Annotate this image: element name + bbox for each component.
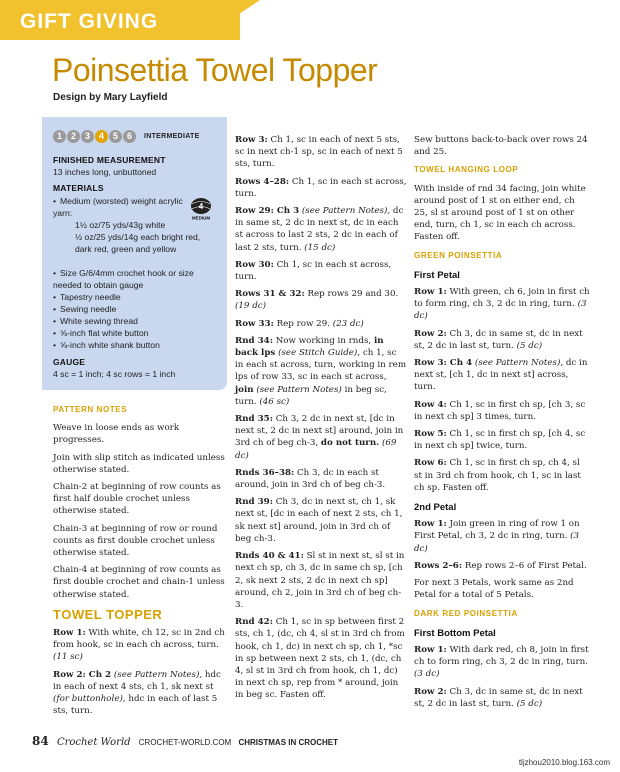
instruction-row: Rnd 42: Ch 1, sc in sp between first 2 sts, ch 1, (dc, ch 4, sl st in 3rd ch from hook, ch 1, dc) in next ch sp, ch 1, *sc in sp between next 2 sts, ch 1, (dc, ch 4, sl st in 3rd ch from hook, ch 1, dc) in next ch sp, rep from * around, join in beg sc. Fasten off.	[235, 617, 405, 701]
pattern-note: Chain-2 at beginning of row counts as first half double crochet unless otherwise stated.	[53, 482, 221, 517]
skill-level-label: INTERMEDIATE	[144, 133, 200, 140]
skill-level-dot: 6	[123, 130, 136, 143]
pattern-notes-heading: PATTERN NOTES	[53, 405, 128, 414]
towel-topper-heading: TOWEL TOPPER	[53, 606, 163, 622]
instruction-row: Rows 4–28: Ch 1, sc in each st across, turn.	[235, 176, 407, 199]
instruction-row: Rnds 40 & 41: Sl st in next st, sl st in next ch sp, ch 3, dc in same ch sp, [ch 2, sk next 2 sts, 2 dc in next ch sp] around, ch 2, join in 3rd ch of beg ch-3.	[235, 551, 405, 610]
instruction-row: Rnd 35: Ch 3, 2 dc in next st, [dc in next st, 2 dc in next st] around, join in 3rd ch of beg ch-3, do not turn. (69 dc)	[235, 414, 404, 461]
yarn-weight-icon	[190, 197, 212, 221]
materials-item-thread: • White sewing thread	[53, 316, 138, 326]
finished-measurement-heading: FINISHED MEASUREMENT	[53, 155, 166, 165]
skill-level-dot: 2	[67, 130, 80, 143]
instruction-row: Row 3: Ch 4 (see Pattern Notes), dc in next st, [ch 1, dc in next st] across, turn.	[414, 358, 588, 393]
watermark-text: tljzhou2010.blog.163.com	[518, 758, 610, 767]
instruction-row: Row 1: With dark red, ch 8, join in first ch to form ring, ch 3, 2 dc in ring, turn. (3 dc)	[414, 644, 589, 680]
materials-item-tapestry-needle: • Tapestry needle	[53, 292, 121, 302]
first-bottom-petal-heading: First Bottom Petal	[414, 627, 496, 639]
instruction-row: Row 1: With green, ch 6, join in first ch to form ring, ch 3, 2 dc in ring, turn. (3 dc)	[414, 287, 590, 322]
section-banner-tip	[200, 0, 260, 40]
instruction-row: Row 3: Ch 1, sc in each of next 5 sts, sc in next ch-1 sp, sc in each of next 5 sts, turn.	[235, 135, 403, 170]
second-petal-heading: 2nd Petal	[414, 502, 457, 514]
skill-level-dot: 3	[81, 130, 94, 143]
materials-item-shank-button: • ⅝-inch white shank button	[53, 340, 160, 350]
instruction-row: Row 4: Ch 1, sc in first ch sp, [ch 3, sc in next ch sp] 3 times, turn.	[414, 399, 586, 422]
next-petals-text: For next 3 Petals, work same as 2nd Petal for a total of 5 Petals.	[414, 578, 574, 601]
green-poinsettia-heading: GREEN POINSETTIA	[414, 250, 503, 260]
instruction-row: Row 2: Ch 2 (see Pattern Notes), hdc in each of next 4 sts, ch 1, sk next st (for buttonhole), hdc in each of last 5 sts, turn.	[53, 669, 221, 717]
materials-item-hook: • Size G/6/4mm crochet hook or size needed to obtain gauge	[53, 268, 194, 291]
instruction-row: Row 33: Rep row 29. (23 dc)	[235, 318, 364, 329]
materials-item-flat-button: • ⅝-inch flat white button	[53, 328, 149, 338]
pattern-note: Chain-3 at beginning of row or round counts as first double crochet unless otherwise stated.	[53, 523, 218, 559]
instruction-row: Row 1: Join green in ring of row 1 on First Petal, ch 3, 2 dc in ring, turn. (3 dc)	[414, 519, 580, 554]
column-middle	[235, 134, 407, 707]
instruction-row: Row 2: Ch 3, dc in same st, dc in next st, 2 dc in last st, turn. (5 dc)	[414, 328, 583, 351]
page-footer	[32, 734, 338, 748]
gauge-text: 4 sc = 1 inch; 4 sc rows = 1 inch	[53, 369, 176, 379]
yarn-weight-number: 4	[198, 202, 204, 211]
skill-level-dot: 5	[109, 130, 122, 143]
sew-buttons-text: Sew buttons back-to-back over rows 24 and 25.	[414, 135, 588, 158]
instruction-row: Row 29: Ch 3 (see Pattern Notes), dc in same st, 2 dc in next st, dc in each st across to last 2 sts, 2 dc in each of last 2 sts, turn. (15 dc)	[235, 206, 404, 253]
skill-level-dot: 1	[53, 130, 66, 143]
instruction-row: Rows 31 & 32: Rep rows 29 and 30. (19 dc)	[235, 289, 399, 312]
column-right	[414, 134, 590, 715]
page-title: Poinsettia Towel Topper	[52, 52, 378, 88]
section-category: CHRISTMAS IN CROCHET	[238, 738, 339, 747]
column-left	[53, 404, 228, 722]
dark-red-poinsettia-heading: DARK RED POINSETTIA	[414, 608, 518, 618]
instruction-row: Rnd 39: Ch 3, dc in next st, ch 1, sk next st, [dc in each of next 2 sts, ch 1, sk next st] around, join in 3rd ch of beg ch-3.	[235, 497, 403, 544]
instruction-row: Rows 2–6: Rep rows 2–6 of First Petal.	[414, 560, 587, 571]
skill-level-indicator	[53, 130, 200, 143]
magazine-name: Crochet World	[56, 737, 131, 748]
instruction-row: Row 1: With white, ch 12, sc in 2nd ch from hook, sc in each ch across, turn. (11 sc)	[53, 628, 225, 663]
instruction-row: Row 6: Ch 1, sc in first ch sp, ch 4, sl st in 3rd ch from hook, ch 1, sc in last ch sp. Fasten off.	[414, 458, 581, 493]
yarn-weight-label: MEDIUM	[191, 215, 211, 221]
materials-subitem-white: 1½ oz/75 yds/43g white	[75, 220, 166, 230]
designer-credit: Design by Mary Layfield	[53, 92, 168, 103]
materials-info-box	[42, 117, 227, 390]
materials-subitem-colors: ½ oz/25 yds/14g each bright red, dark red, green and yellow	[75, 232, 201, 255]
skill-level-dot-active: 4	[95, 130, 108, 143]
page-number: 84	[32, 734, 49, 748]
instruction-row: Row 30: Ch 1, sc in each st across, turn.	[235, 259, 392, 283]
finished-measurement-text: 13 inches long, unbuttoned	[53, 167, 157, 177]
instruction-row: Rnd 34: Now working in rnds, in back lps (see Stitch Guide), ch 1, sc in each st across, turn, working in rem lps of row 33, sc in each st across, join (see Pattern Notes) in beg sc, turn. (46 sc)	[235, 335, 407, 407]
hanging-loop-heading: TOWEL HANGING LOOP	[414, 165, 519, 175]
gauge-heading: GAUGE	[53, 357, 86, 367]
pattern-note: Join with slip stitch as indicated unless otherwise stated.	[53, 452, 225, 475]
instruction-row: Row 2: Ch 3, dc in same st, dc in next st, 2 dc in last st, turn. (5 dc)	[414, 686, 583, 709]
pattern-note: Chain-4 at beginning of row counts as first double crochet and chain-1 unless otherwise stated.	[53, 565, 225, 600]
materials-item-yarn: • Medium (worsted) weight acrylic yarn:	[53, 196, 183, 219]
pattern-note: Weave in loose ends as work progresses.	[53, 423, 180, 446]
magazine-site: CROCHET-WORLD.COM	[138, 738, 232, 747]
first-petal-heading: First Petal	[414, 269, 460, 281]
instruction-row: Row 5: Ch 1, sc in first ch sp, [ch 4, sc in next ch sp] twice, turn.	[414, 429, 586, 452]
materials-heading: MATERIALS	[53, 183, 104, 193]
instruction-row: Rnds 36–38: Ch 3, dc in each st around, join in 3rd ch of beg ch-3.	[235, 467, 386, 491]
materials-item-sewing-needle: • Sewing needle	[53, 304, 117, 314]
section-banner-label: GIFT GIVING	[20, 10, 159, 33]
hanging-loop-text: With inside of rnd 34 facing, join white around post of 1 st on either end, ch 25, sl st around post of 1 st on other end, turn, ch 1, sc in each ch across. Fasten off.	[414, 183, 586, 243]
